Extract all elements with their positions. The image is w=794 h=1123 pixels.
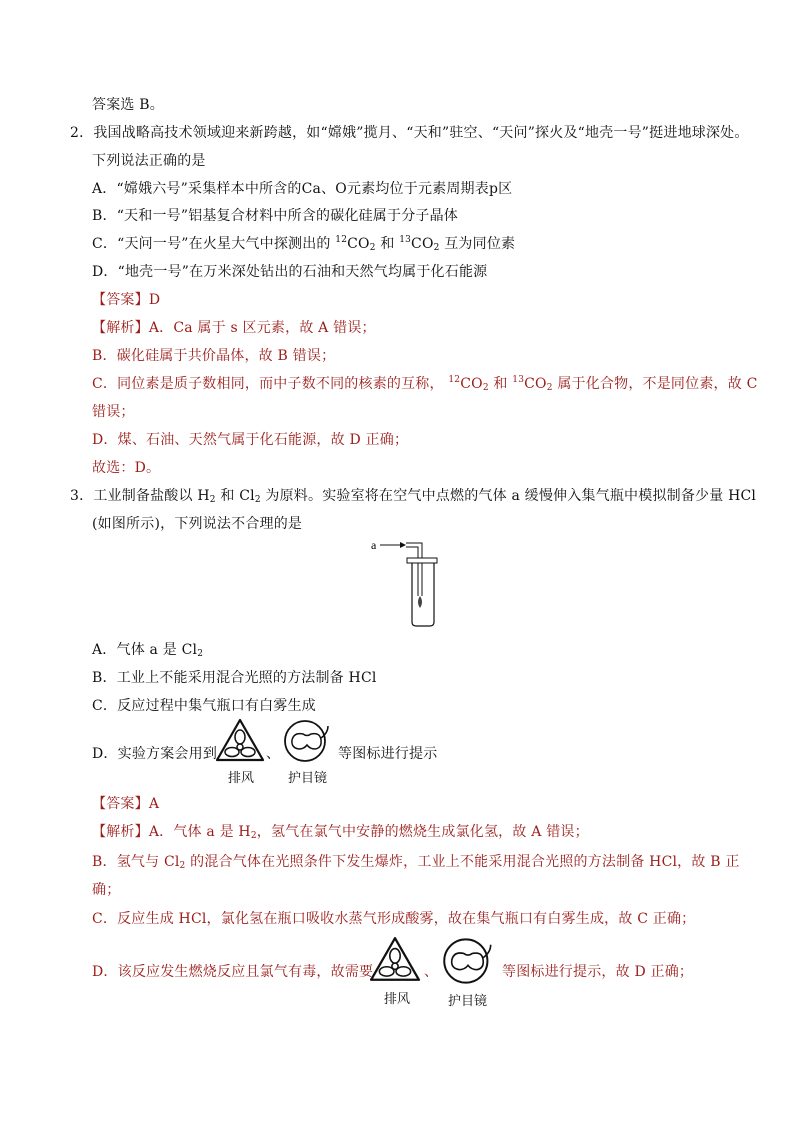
q2-option-a-text: A．“嫦娥六号”采集样本中所含的Ca、O元素均位于元素周期表p区 bbox=[92, 181, 513, 197]
arrow-head bbox=[400, 542, 406, 548]
q2-analysis-b-text: B．碳化硅属于共价晶体，故 B 错误； bbox=[92, 348, 336, 364]
q2-option-d-text: D．“地壳一号”在万米深处钻出的石油和天然气均属于化石能源 bbox=[92, 264, 488, 280]
gas-jar-apparatus-diagram bbox=[368, 536, 448, 630]
mass-number-12: 12 bbox=[335, 235, 348, 245]
q3-option-d-pre: D．实验方案会用到 bbox=[92, 746, 218, 762]
q2-answer-value: D bbox=[148, 292, 161, 308]
q3-stem-line2 bbox=[92, 515, 302, 533]
q2-stem2: 下列说法正确的是 bbox=[92, 153, 206, 169]
q3-option-d-sep bbox=[266, 745, 280, 763]
q3-analysis-c bbox=[92, 910, 695, 928]
subscript-2g: 2 bbox=[197, 649, 204, 659]
subscript-2b: 2 bbox=[433, 243, 440, 253]
jar-lid bbox=[407, 558, 437, 563]
goggles-caption-2: 护目镜 bbox=[448, 994, 488, 1009]
q3-analysis-a-pre: A．气体 a 是 H bbox=[148, 824, 251, 840]
q3-option-b bbox=[92, 669, 377, 687]
q2-stem1: 我国战略高技术领域迎来新跨越，如“嫦娥”揽月、“天和”驻空、“天问”探火及“地壳一号”挺进地球深处。 bbox=[93, 125, 749, 141]
q3-analysis-a-post: ，氢气在氯气中安静的燃烧生成氯化氢，故 A 错误； bbox=[256, 824, 589, 840]
q2-option-d bbox=[92, 263, 487, 281]
q3-option-b-text: B．工业上不能采用混合光照的方法制备 HCl bbox=[92, 670, 377, 686]
q3-analysis-label: 【解析】 bbox=[92, 824, 149, 840]
previous-answer-text: 答案选 B。 bbox=[92, 97, 164, 113]
q2-option-a bbox=[92, 180, 512, 198]
formula-co-2: CO bbox=[411, 236, 434, 252]
q2-analysis-a bbox=[92, 319, 376, 337]
q3-analysis-d-post-text: 等图标进行提示，故 D 正确； bbox=[502, 964, 694, 980]
q2-option-c-post: 互为同位素 bbox=[439, 236, 516, 252]
q2-analysis-label: 【解析】 bbox=[92, 320, 149, 336]
q3-analysis-b-cont bbox=[92, 881, 120, 899]
formula-co-4: CO bbox=[524, 376, 547, 392]
q2-analysis-c-pre: C．同位素是质子数相同，而中子数不同的核素的互称， bbox=[92, 376, 449, 392]
ventilation-caption: 排风 bbox=[228, 771, 255, 786]
q2-option-c-and: 和 bbox=[375, 236, 400, 252]
q3-option-d-sep-text: 、 bbox=[266, 746, 281, 762]
mass-number-13: 13 bbox=[399, 235, 412, 245]
delivery-tube-outer bbox=[406, 543, 422, 596]
q2-analysis-a-text: A．Ca 属于 s 区元素，故 A 错误； bbox=[148, 320, 376, 336]
formula-co: CO bbox=[347, 236, 370, 252]
goggles-icon-2 bbox=[441, 936, 495, 986]
q3-answer-value: A bbox=[148, 796, 160, 812]
ventilation-caption-2: 排风 bbox=[384, 992, 411, 1007]
q2-analysis-c bbox=[92, 375, 757, 393]
q3-stem2: (如图所示)，下列说法不合理的是 bbox=[92, 516, 303, 532]
mass-number-12-b: 12 bbox=[448, 375, 461, 385]
q3-analysis-b bbox=[92, 853, 740, 871]
q2-stem-line1 bbox=[70, 124, 749, 142]
q3-analysis-b-post: 的混合气体在光照条件下发生爆炸，工业上不能采用混合光照的方法制备 HCl，故 B 正 bbox=[185, 854, 740, 870]
q3-option-a-text: A．气体 a 是 Cl bbox=[92, 642, 198, 658]
q3-option-d-post bbox=[338, 745, 437, 763]
flame bbox=[418, 596, 422, 608]
subscript-2i: 2 bbox=[179, 861, 186, 871]
q3-stem1-pre: 工业制备盐酸以 H bbox=[93, 488, 210, 504]
q3-analysis-d-sep-text: 、 bbox=[424, 964, 439, 980]
subscript-2c: 2 bbox=[482, 383, 489, 393]
q2-option-c bbox=[92, 235, 515, 253]
q3-option-c-text: C．反应过程中集气瓶口有白雾生成 bbox=[92, 698, 316, 714]
ventilation-icon-svg bbox=[215, 718, 265, 764]
gas-jar bbox=[412, 563, 434, 626]
q2-analysis-c-cont bbox=[92, 403, 135, 421]
q3-option-a bbox=[92, 641, 203, 659]
q3-analysis-b-pre: B．氢气与 Cl bbox=[92, 854, 180, 870]
q3-analysis-d-post bbox=[502, 963, 693, 981]
q3-analysis-c-text: C．反应生成 HCl，氯化氢在瓶口吸收水蒸气形成酸雾，故在集气瓶口有白雾生成，故 C 正确； bbox=[92, 911, 696, 927]
subscript-2d: 2 bbox=[546, 383, 553, 393]
mass-number-13-b: 13 bbox=[512, 375, 525, 385]
gas-jar-svg bbox=[368, 536, 448, 630]
previous-answer bbox=[92, 96, 164, 114]
q2-analysis-b bbox=[92, 347, 335, 365]
goggles-icon bbox=[282, 718, 332, 764]
q2-analysis-d bbox=[92, 431, 408, 449]
goggles-caption: 护目镜 bbox=[288, 771, 328, 786]
q2-analysis-end-text: 故选：D。 bbox=[92, 460, 161, 476]
q3-analysis-a bbox=[92, 823, 589, 841]
q2-analysis-d-text: D．煤、石油、天然气属于化石能源，故 D 正确； bbox=[92, 432, 409, 448]
q2-option-b bbox=[92, 207, 458, 225]
subscript-2h: 2 bbox=[250, 831, 257, 841]
q3-answer bbox=[92, 795, 159, 813]
q3-number: 3． bbox=[70, 488, 94, 504]
subscript-2: 2 bbox=[369, 243, 376, 253]
q2-answer-label: 【答案】 bbox=[92, 292, 149, 308]
q2-answer bbox=[92, 291, 160, 309]
ventilation-icon-2 bbox=[369, 936, 421, 984]
goggles-icon-svg bbox=[282, 718, 332, 764]
formula-co-3: CO bbox=[460, 376, 483, 392]
q3-answer-label: 【答案】 bbox=[92, 796, 149, 812]
q2-number: 2． bbox=[70, 125, 94, 141]
q3-stem1-mid: 和 Cl bbox=[215, 488, 255, 504]
q3-option-d bbox=[92, 745, 217, 763]
diagram-label-a: a bbox=[371, 538, 377, 552]
ventilation-icon bbox=[215, 718, 265, 764]
q2-analysis-c-and: 和 bbox=[488, 376, 513, 392]
q2-analysis-c-post: 属于化合物，不是同位素，故 C bbox=[552, 376, 758, 392]
q2-option-b-text: B．“天和一号”铝基复合材料中所含的碳化硅属于分子晶体 bbox=[92, 208, 459, 224]
q2-stem-line2 bbox=[92, 152, 206, 170]
q3-analysis-d-pre: D．该反应发生燃烧反应且氯气有毒，故需要 bbox=[92, 964, 374, 980]
subscript-2f: 2 bbox=[254, 495, 261, 505]
q3-option-c bbox=[92, 697, 316, 715]
q3-analysis-b-cont-text: 确； bbox=[92, 882, 121, 898]
q3-analysis-d-sep bbox=[424, 963, 438, 981]
q2-option-c-pre: C．“天问一号”在火星大气中探测出的 bbox=[92, 236, 336, 252]
q3-stem-line1 bbox=[70, 487, 756, 505]
goggles-icon-2-svg bbox=[441, 936, 495, 986]
q3-analysis-d bbox=[92, 963, 373, 981]
q2-analysis-end bbox=[92, 459, 160, 477]
q2-analysis-c-cont-text: 错误； bbox=[92, 404, 135, 420]
ventilation-icon-2-svg bbox=[369, 936, 421, 984]
q3-stem1-post: 为原料。实验室将在空气中点燃的气体 a 缓慢伸入集气瓶中模拟制备少量 HCl bbox=[260, 488, 757, 504]
subscript-2e: 2 bbox=[209, 495, 216, 505]
q3-option-d-post-text: 等图标进行提示 bbox=[338, 746, 438, 762]
